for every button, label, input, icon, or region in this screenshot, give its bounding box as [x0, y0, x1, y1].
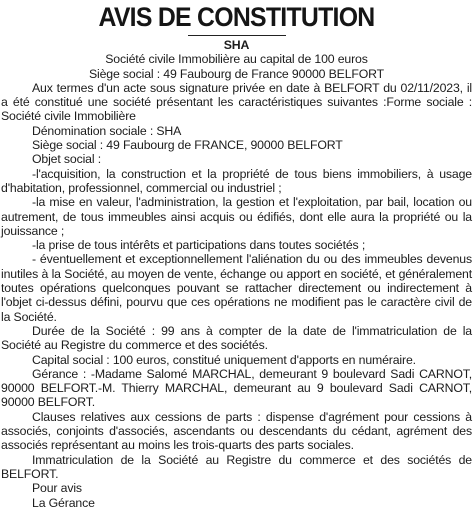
title-divider	[188, 35, 286, 36]
paragraph-seat: Siège social : 49 Faubourg de FRANCE, 90000 BELFORT	[32, 138, 343, 153]
paragraph-transfer-clauses: Clauses relatives aux cessions de parts : dispense d'agrément pour cessions à associés, conjoints d'associés, ascendants ou descendants du cédant, agrément des associés représentant au moins les trois-quarts des parts sociales.	[1, 409, 472, 453]
closing-pour-avis: Pour avis	[32, 481, 82, 496]
paragraph-management: Gérance : -Madame Salomé MARCHAL, demeurant 9 boulevard Sadi CARNOT, 90000 BELFORT.-M. Thierry MARCHAL, demeurant au 9 boulevard Sadi CARNOT, 90000 BELFORT.	[1, 366, 472, 410]
notice-title: AVIS DE CONSTITUTION	[98, 2, 375, 32]
subtitle-seat: Siège social : 49 Faubourg de France 90000 BELFORT	[88, 66, 385, 81]
paragraph-purpose-alienation: - éventuellement et exceptionnellement l'aliénation du ou des immeubles devenus inutiles à la Société, au moyen de vente, échange ou apport en société, et généralement toutes opérations quelconques pouvant se rattacher directement ou indirectement à l'objet ci-dessus défini, pourvu que ces opérations ne modifient pas le caractère civil de la Société.	[1, 252, 472, 324]
paragraph-duration: Durée de la Société : 99 ans à compter de la date de l'immatriculation de la Société au Registre du commerce et des sociétés.	[1, 323, 472, 353]
paragraph-capital: Capital social : 100 euros, constitué uniquement d'apports en numéraire.	[32, 352, 416, 367]
paragraph-purpose-interests: -la prise de tous intérêts et participations dans toutes sociétés ;	[32, 238, 366, 253]
paragraph-purpose-heading: Objet social :	[32, 152, 101, 167]
paragraph-registration: Immatriculation de la Société au Registre du commerce et des sociétés de BELFORT.	[1, 452, 472, 481]
company-name: SHA	[223, 38, 250, 52]
paragraph-purpose-management: -la mise en valeur, l'administration, la gestion et l'exploitation, par bail, location ou autrement, de tous immeubles ainsi acquis ou édifiés, dont elle aura la propriété ou la jouissance ;	[1, 195, 472, 238]
notice-body	[1, 38, 472, 510]
paragraph-purpose-acquisition: -l'acquisition, la construction et la propriété de tous biens immobiliers, à usage d'habitation, professionnel, commercial ou industriel ;	[1, 166, 472, 195]
paragraph-deed: Aux termes d'un acte sous signature privée en date à BELFORT du 02/11/2023, il a été constitué une société présentant les caractéristiques suivantes :Forme sociale : Société civile Immobilière	[1, 80, 472, 124]
subtitle-capital: Société civile Immobilière au capital de 100 euros	[105, 52, 368, 67]
closing-signature: La Gérance	[32, 495, 95, 510]
paragraph-denomination: Dénomination sociale : SHA	[32, 123, 182, 138]
